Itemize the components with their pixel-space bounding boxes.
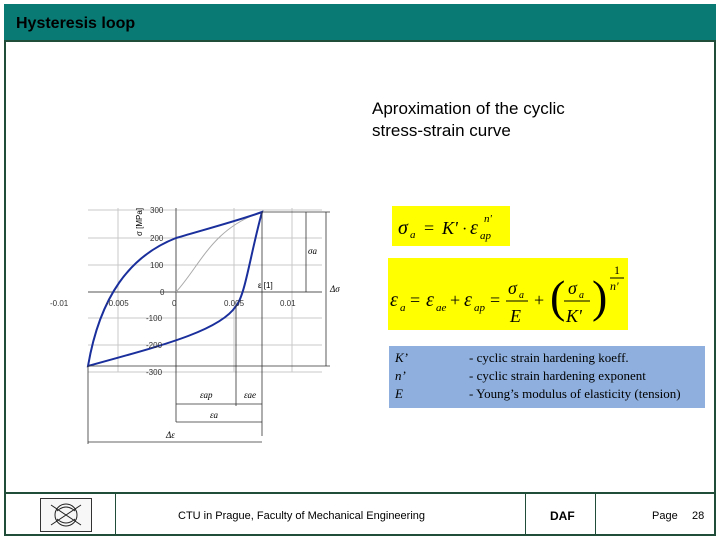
footer-institution: CTU in Prague, Faculty of Mechanical Engineering <box>178 510 426 522</box>
slide-heading-line1: Aproximation of the cyclic <box>372 99 565 118</box>
equation-1-render <box>392 206 510 246</box>
svg-text:=: = <box>424 218 435 238</box>
page-title: Hysteresis loop <box>16 15 136 32</box>
x-tick-label: -0.005 <box>106 299 129 308</box>
legend-row <box>395 350 629 366</box>
svg-text:ε: ε <box>426 289 434 311</box>
footer-bar <box>4 492 716 536</box>
svg-text:(: ( <box>550 271 566 322</box>
eps-ap-label: εap <box>200 390 213 400</box>
svg-text:+: + <box>534 290 545 310</box>
svg-text:a: a <box>400 302 406 314</box>
legend-row <box>395 368 646 384</box>
svg-text:a: a <box>519 290 524 301</box>
y-tick-label: -100 <box>146 314 163 323</box>
svg-text:·: · <box>462 221 468 238</box>
legend-description: - cyclic strain hardening exponent <box>469 368 646 383</box>
page-number: 28 <box>692 510 705 522</box>
legend-symbol: E <box>395 386 403 401</box>
legend-row <box>395 386 681 402</box>
x-tick-label: -0.01 <box>50 299 69 308</box>
svg-text:ap: ap <box>474 302 485 314</box>
svg-text:ε: ε <box>464 289 472 311</box>
footer-logo-cell <box>4 494 116 536</box>
header-bar <box>4 4 716 42</box>
svg-text:1: 1 <box>614 263 620 277</box>
eps-ae-label: εae <box>244 390 257 400</box>
y-tick-label: 200 <box>150 234 164 243</box>
svg-text:ε: ε <box>470 217 478 239</box>
logo-icon <box>41 499 91 531</box>
slide-heading-line2: stress-strain curve <box>372 121 511 140</box>
svg-text:=: = <box>490 290 501 310</box>
y-tick-label: -300 <box>146 368 163 377</box>
x-tick-label: 0.01 <box>280 299 296 308</box>
chart-grid <box>88 208 322 372</box>
legend-symbol: n’ <box>395 368 406 383</box>
footer-institution-cell <box>116 494 526 536</box>
svg-text:ae: ae <box>436 302 447 314</box>
y-tick-label: 0 <box>160 288 165 297</box>
equation-2-render <box>388 258 628 330</box>
y-axis-label: σ [MPa] <box>135 207 144 236</box>
sigma-a-label: σa <box>308 246 317 256</box>
svg-text:E: E <box>510 306 521 326</box>
legend-description: - cyclic strain hardening koeff. <box>469 350 629 365</box>
svg-text:=: = <box>410 290 421 310</box>
equation-strain-amplitude <box>388 258 628 330</box>
y-tick-label: -200 <box>146 341 163 350</box>
x-axis-label: ε [1] <box>258 281 273 290</box>
delta-eps-label: Δε <box>166 430 175 440</box>
parameter-legend <box>389 346 705 408</box>
legend-symbol: K’ <box>395 350 408 365</box>
svg-text:a: a <box>410 229 416 241</box>
footer-dept-cell <box>526 494 596 536</box>
hysteresis-chart <box>50 196 350 454</box>
svg-text:σ: σ <box>568 278 577 298</box>
svg-text:σ: σ <box>508 278 517 298</box>
equation-stress-amplitude <box>392 206 510 246</box>
y-tick-label: 300 <box>150 206 164 215</box>
svg-text:K': K' <box>566 306 582 326</box>
page-label: Page <box>652 510 678 522</box>
svg-text:ε: ε <box>390 289 398 311</box>
cyclic-curve <box>176 212 262 292</box>
x-tick-label: 0.005 <box>224 299 245 308</box>
y-tick-label: 100 <box>150 261 164 270</box>
slide-heading <box>372 98 672 142</box>
svg-text:): ) <box>592 271 608 322</box>
svg-text:ap: ap <box>480 230 491 242</box>
footer-dept: DAF <box>550 509 575 523</box>
delta-sigma-label: Δσ <box>330 284 340 294</box>
svg-text:n': n' <box>484 213 492 225</box>
eps-a-label: εa <box>210 410 219 420</box>
legend-description: - Young’s modulus of elasticity (tension) <box>469 386 681 401</box>
university-logo <box>40 498 92 532</box>
svg-text:a: a <box>579 290 584 301</box>
svg-text:n': n' <box>610 279 619 293</box>
svg-text:K': K' <box>442 218 458 238</box>
x-tick-label: 0 <box>172 299 177 308</box>
svg-text:σ: σ <box>398 217 408 239</box>
svg-text:+: + <box>450 290 461 310</box>
